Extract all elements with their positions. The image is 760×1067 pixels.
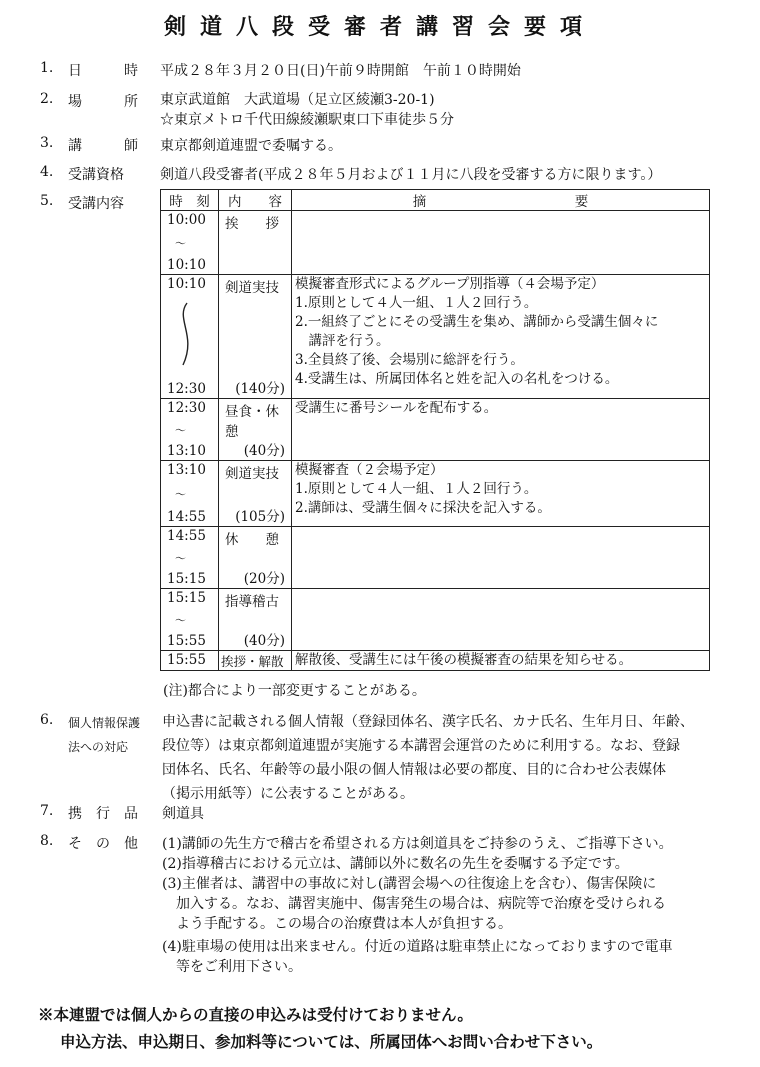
start-time: 15:55 — [167, 652, 206, 668]
time-cell — [161, 399, 219, 461]
section-6-text: 申込書に記載される個人情報（登録団体名、漢字氏名、カナ氏名、生年月日、年齢、 — [162, 714, 694, 730]
section-7-number: 7. — [40, 803, 54, 819]
end-time: 15:15 — [167, 571, 206, 587]
tilde-mark: 〜 — [175, 487, 186, 501]
header-details: 摘 要 — [292, 190, 710, 211]
content-label: 剣道実技 — [225, 466, 279, 482]
content-label: 挨 拶 — [225, 216, 279, 232]
table-header-row — [161, 190, 710, 211]
table-row — [161, 275, 710, 399]
section-6-label: 個人情報保護 — [68, 716, 141, 730]
content-cell — [219, 461, 292, 527]
start-time: 13:10 — [167, 462, 206, 478]
section-8-number: 8. — [40, 833, 54, 849]
time-cell — [161, 651, 219, 671]
header-content: 内 容 — [219, 190, 292, 211]
content-cell — [219, 211, 292, 275]
section-1-number: 1. — [40, 60, 54, 76]
section-2-text: 東京武道館 大武道場（足立区綾瀬3-20-1) — [160, 92, 435, 108]
table-row — [161, 399, 710, 461]
content-label: 昼食・休憩 — [225, 404, 279, 440]
end-time: 12:30 — [167, 381, 206, 397]
time-cell — [161, 275, 219, 399]
details-cell — [292, 651, 710, 671]
detail-line: 2.講師は、受講生個々に採決を記入する。 — [295, 500, 551, 516]
end-time: 10:10 — [167, 257, 206, 273]
detail-line: 模擬審査形式によるグループ別指導（４会場予定） — [295, 276, 605, 292]
section-8-item: (2)指導稽古における元立は、講師以外に数名の先生を委嘱する予定です。 — [162, 856, 629, 872]
section-3-number: 3. — [40, 135, 54, 151]
section-6-label-2: 法への対応 — [68, 740, 129, 754]
section-2-label: 場 所 — [68, 94, 138, 110]
details-cell — [292, 461, 710, 527]
page-title: 剣道八段受審者講習会要項 — [163, 14, 596, 40]
section-4-number: 4. — [40, 164, 54, 180]
start-time: 10:10 — [167, 276, 206, 292]
time-cell — [161, 461, 219, 527]
table-row — [161, 211, 710, 275]
start-time: 15:15 — [167, 590, 206, 606]
content-cell — [219, 399, 292, 461]
section-6-text-2: 段位等）は東京都剣道連盟が実施する本講習会運営のために利用する。なお、登録 — [162, 738, 680, 754]
table-row — [161, 527, 710, 589]
section-6-text-4: （掲示用紙等）に公表することがある。 — [162, 786, 414, 802]
tilde-mark: 〜 — [175, 236, 186, 250]
content-cell — [219, 527, 292, 589]
detail-line: 4.受講生は、所属団体名と姓を記入の名札をつける。 — [295, 371, 619, 387]
section-4-text: 剣道八段受審者(平成２８年５月および１１月に八段を受審する方に限ります。） — [160, 167, 662, 183]
section-3-label: 講 師 — [68, 138, 138, 154]
section-6-number: 6. — [40, 712, 54, 728]
tilde-mark: 〜 — [175, 423, 186, 437]
section-8-label: そ の 他 — [68, 836, 138, 852]
section-1-text: 平成２８年３月２０日(日)午前９時開館 午前１０時開始 — [160, 63, 521, 79]
section-5-number: 5. — [40, 193, 54, 209]
content-label: 指導稽古 — [225, 594, 279, 610]
detail-line: 講評を行う。 — [295, 333, 390, 349]
header-time: 時 刻 — [161, 190, 219, 211]
content-cell — [219, 651, 292, 671]
end-time: 14:55 — [167, 509, 206, 525]
table-row — [161, 589, 710, 651]
tilde-mark: 〜 — [175, 613, 186, 627]
content-cell — [219, 589, 292, 651]
footer-notice: ※本連盟では個人からの直接の申込みは受付けておりません。 — [38, 1005, 473, 1024]
section-8-item: 等をご利用下さい。 — [162, 959, 302, 975]
time-cell — [161, 589, 219, 651]
tilde-mark: 〜 — [175, 551, 186, 565]
detail-line: 受講生に番号シールを配布する。 — [295, 400, 498, 416]
wave-range-mark — [175, 301, 195, 367]
content-label: 剣道実技 — [225, 280, 279, 296]
section-8-item: よう手配する。この場合の治療費は本人が負担する。 — [162, 916, 512, 932]
details-cell — [292, 527, 710, 589]
detail-line: 模擬審査（２会場予定） — [295, 462, 444, 478]
duration-label: (40分) — [243, 633, 285, 649]
section-7-text: 剣道具 — [162, 806, 204, 822]
detail-line: 1.原則として４人一組、１人２回行う。 — [295, 481, 538, 497]
content-label: 休 憩 — [225, 532, 279, 548]
detail-line: 2.一組終了ごとにその受講生を集め、講師から受講生個々に — [295, 314, 659, 330]
time-cell — [161, 211, 219, 275]
detail-line: 3.全員終了後、会場別に総評を行う。 — [295, 352, 524, 368]
section-3-text: 東京都剣道連盟で委嘱する。 — [160, 138, 342, 154]
duration-label: (140分) — [235, 381, 285, 397]
section-8-item: (3)主催者は、講習中の事故に対し(講習会場への往復途上を含む）、傷害保険に — [162, 876, 657, 892]
start-time: 10:00 — [167, 212, 206, 228]
start-time: 12:30 — [167, 400, 206, 416]
section-8-item: (4)駐車場の使用は出来ません。付近の道路は駐車禁止になっておりますので電車 — [162, 939, 673, 955]
schedule-table — [160, 189, 710, 671]
duration-label: (20分) — [243, 571, 285, 587]
details-cell — [292, 275, 710, 399]
section-8-item: 加入する。なお、講習実施中、傷害発生の場合は、病院等で治療を受けられる — [162, 896, 666, 912]
section-7-label: 携 行 品 — [68, 806, 138, 822]
content-cell — [219, 275, 292, 399]
section-6-text-3: 団体名、氏名、年齢等の最小限の個人情報は必要の都度、目的に合わせ公表媒体 — [162, 762, 666, 778]
section-8-item: (1)講師の先生方で稽古を希望される方は剣道具をご持参のうえ、ご指導下さい。 — [162, 836, 673, 852]
duration-label: (40分) — [243, 443, 285, 459]
details-cell — [292, 211, 710, 275]
table-row — [161, 651, 710, 671]
table-note: (注)都合により一部変更することがある。 — [163, 683, 426, 699]
time-cell — [161, 527, 219, 589]
detail-line: 1.原則として４人一組、１人２回行う。 — [295, 295, 538, 311]
details-cell — [292, 399, 710, 461]
detail-line: 解散後、受講生には午後の模擬審査の結果を知らせる。 — [295, 652, 633, 668]
content-label: 挨拶・解散 — [221, 654, 284, 669]
duration-label: (105分) — [235, 509, 285, 525]
start-time: 14:55 — [167, 528, 206, 544]
end-time: 13:10 — [167, 443, 206, 459]
section-2-text-2: ☆東京メトロ千代田線綾瀬駅東口下車徒歩５分 — [160, 112, 454, 128]
section-4-label: 受講資格 — [68, 167, 124, 183]
details-cell — [292, 589, 710, 651]
end-time: 15:55 — [167, 633, 206, 649]
footer-contact-note: 申込方法、申込期日、参加料等については、所属団体へお問い合わせ下さい。 — [60, 1032, 603, 1051]
section-1-label: 日 時 — [68, 63, 138, 79]
table-row — [161, 461, 710, 527]
section-5-label: 受講内容 — [68, 196, 124, 212]
section-2-number: 2. — [40, 91, 54, 107]
